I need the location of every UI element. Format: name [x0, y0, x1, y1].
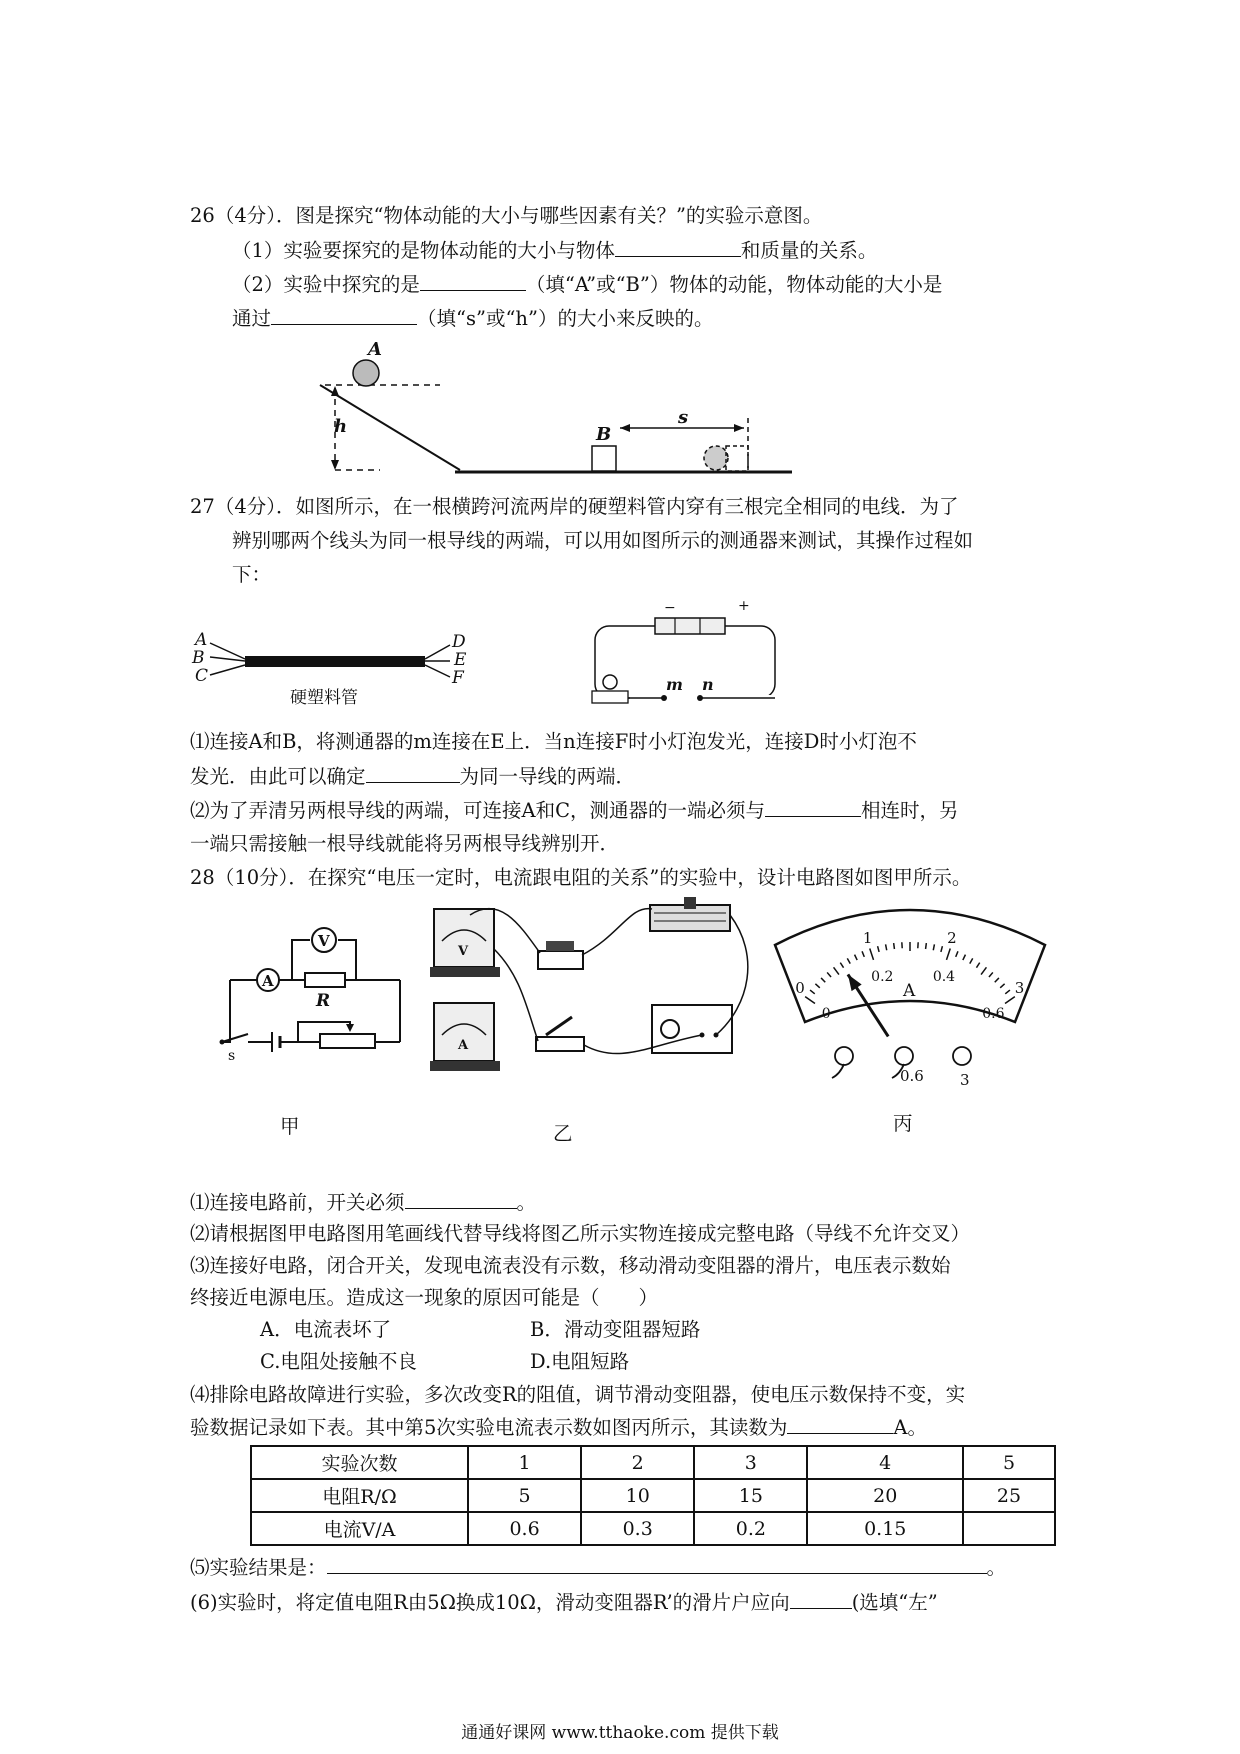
q28-stem: 28（10分）．在探究“电压一定时，电流跟电阻的关系”的实验中，设计电路图如图甲所示。 — [190, 866, 972, 889]
end-c: C — [195, 666, 209, 686]
q28-option-d[interactable]: D.电阻短路 — [530, 1350, 630, 1373]
block-b — [592, 446, 616, 471]
voltmeter-label: V — [318, 932, 330, 950]
left-wires — [210, 643, 245, 675]
dial-lower-tick-label: 0.6 — [982, 1005, 1005, 1022]
resistor-device — [538, 941, 583, 969]
terminal-wire — [832, 1064, 844, 1078]
arrow-head — [331, 460, 339, 470]
dial-unit: A — [903, 981, 916, 1001]
tester-loop — [595, 626, 775, 698]
q27-blank-1[interactable] — [366, 762, 460, 783]
q27-stem-3: 下： — [232, 563, 272, 586]
terminal-0-6[interactable] — [895, 1047, 913, 1065]
pipe-label: 硬塑料管 — [290, 688, 358, 708]
q26-figure — [320, 340, 920, 470]
q26-part3: 通过 （填“s”或“h”）的大小来反映的。 — [232, 304, 713, 333]
table-cell: 5 — [963, 1446, 1055, 1479]
q28-blank-result[interactable] — [327, 1553, 987, 1574]
table-cell[interactable] — [963, 1512, 1055, 1545]
fig-label-bing: 丙 — [893, 1112, 913, 1135]
probe-n[interactable] — [697, 695, 703, 701]
table-cell: 20 — [807, 1479, 963, 1512]
dial-upper-tick-label: 2 — [947, 928, 957, 947]
terminal-3-label: 3 — [960, 1071, 970, 1089]
resistor-symbol — [305, 973, 345, 987]
dial-upper-tick-label: 0 — [795, 979, 805, 998]
arrow-head — [620, 424, 630, 432]
q27-stem-1: 27（4分）．如图所示，在一根横跨河流两岸的硬塑料管内穿有三根完全相同的电线．为了 — [190, 495, 959, 518]
table-row-header: 电阻R/Ω — [251, 1479, 468, 1512]
q26-blank-2[interactable] — [420, 270, 526, 291]
q27-step2-b: 一端只需接触一根导线就能将另两根导线辨别开． — [190, 832, 620, 855]
footer: 通通好课网 www.tthaoke.com 提供下载 — [461, 1723, 779, 1743]
end-b: B — [192, 648, 205, 668]
block-final — [726, 446, 748, 471]
ball-a — [353, 360, 379, 386]
dial-upper-tick-label: 1 — [862, 928, 873, 947]
ammeter-device-label: A — [458, 1038, 469, 1053]
q26-blank-1[interactable] — [615, 236, 741, 257]
q26-part1: （1）实验要探究的是物体动能的大小与物体 和质量的关系。 — [232, 236, 877, 265]
slider-arrow — [346, 1024, 354, 1032]
table-cell: 0.3 — [581, 1512, 694, 1545]
dial-lower-tick-label: 0 — [821, 1005, 831, 1022]
probe-m[interactable] — [661, 695, 667, 701]
table-row — [251, 1446, 1055, 1479]
label-m: m — [666, 675, 683, 694]
battery — [655, 618, 725, 634]
fig-label-jia: 甲 — [280, 1115, 300, 1138]
q26-stem: 26（4分）．图是探究“物体动能的大小与哪些因素有关？”的实验示意图。 — [190, 204, 823, 227]
dial-lower-tick-label: 0.2 — [871, 968, 894, 985]
data-table — [250, 1445, 1056, 1546]
ammeter-device — [430, 1003, 500, 1071]
table-cell: 5 — [468, 1479, 581, 1512]
q27-step1-b: 发光．由此可以确定 为同一导线的两端． — [190, 762, 635, 791]
table-cell: 0.2 — [694, 1512, 807, 1545]
rheostat-symbol — [320, 1034, 375, 1048]
table-cell: 0.15 — [807, 1512, 963, 1545]
table-cell: 0.6 — [468, 1512, 581, 1545]
q28-option-b[interactable]: B．滑动变阻器短路 — [530, 1318, 701, 1341]
table-cell: 10 — [581, 1479, 694, 1512]
table-cell: 1 — [468, 1446, 581, 1479]
circuit-diagram-jia — [200, 910, 420, 1070]
q28-item5: ⑸实验结果是： 。 — [190, 1553, 1006, 1582]
table-row-header: 实验次数 — [251, 1446, 468, 1479]
label-a: A — [368, 339, 382, 360]
power-supply — [652, 1005, 732, 1053]
table-row-header: 电流V/A — [251, 1512, 468, 1545]
q28-blank-reading[interactable] — [787, 1413, 893, 1434]
ammeter-dial-bing — [765, 900, 1055, 1050]
fig-label-yi: 乙 — [553, 1122, 573, 1145]
dial-lower-tick-label: 0.4 — [932, 968, 956, 985]
q27-tester-figure — [590, 598, 790, 708]
q28-blank-1[interactable] — [405, 1188, 517, 1209]
end-e: E — [454, 650, 467, 670]
right-wires — [425, 645, 450, 677]
q28-option-c[interactable]: C.电阻处接触不良 — [260, 1350, 417, 1373]
voltmeter-device-label: V — [458, 944, 469, 959]
dial-tick — [894, 943, 895, 949]
voltmeter-device — [430, 909, 500, 977]
q28-item3-a: ⑶连接好电路，闭合开关，发现电流表没有示数，移动滑动变阻器的滑片，电压表示数始 — [190, 1254, 951, 1277]
terminal-minus[interactable] — [835, 1047, 853, 1065]
dial-upper-tick-label: 3 — [1014, 979, 1025, 998]
bulb-icon — [603, 675, 617, 689]
resistor-label: R — [316, 991, 331, 1011]
rheostat-device — [650, 897, 730, 931]
q28-item4-b: 验数据记录如下表。其中第5次实验电流表示数如图丙所示，其读数为 A。 — [190, 1413, 927, 1442]
terminal-3[interactable] — [953, 1047, 971, 1065]
label-b: B — [596, 424, 612, 445]
ball-final — [704, 446, 728, 470]
end-f: F — [452, 668, 464, 688]
arrow-head — [331, 386, 339, 396]
q27-pipe-figure — [190, 625, 480, 715]
label-s: s — [678, 407, 689, 428]
switch-label: s — [228, 1048, 236, 1064]
table-cell: 2 — [581, 1446, 694, 1479]
physical-circuit-yi — [430, 895, 760, 1075]
table-cell: 3 — [694, 1446, 807, 1479]
q28-item6: (6)实验时，将定值电阻R由5Ω换成10Ω，滑动变阻器R’的滑片户应向 (选填“左” — [190, 1588, 938, 1617]
q26-blank-3[interactable] — [271, 304, 417, 325]
dial-tick — [926, 943, 927, 949]
q28-item1: ⑴连接电路前，开关必须 。 — [190, 1188, 536, 1217]
table-cell: 25 — [963, 1479, 1055, 1512]
bulb-base — [592, 691, 628, 703]
table-row — [251, 1512, 1055, 1545]
q27-step1-a: ⑴连接A和B，将测通器的m连接在E上．当n连接F时小灯泡发光，连接D时小灯泡不 — [190, 730, 917, 753]
ammeter-terminals — [820, 1042, 1000, 1087]
minus-sign: − — [664, 600, 676, 616]
switch-device[interactable] — [536, 1017, 584, 1051]
q28-blank-direction[interactable] — [790, 1588, 852, 1609]
q27-stem-2: 辨别哪两个线头为同一根导线的两端，可以用如图所示的测通器来测试，其操作过程如 — [232, 529, 974, 552]
label-h: h — [334, 416, 348, 437]
arrow-head — [734, 424, 744, 432]
table-cell: 4 — [807, 1446, 963, 1479]
plus-sign: + — [738, 598, 750, 614]
wire-gap — [630, 695, 780, 703]
label-n: n — [702, 675, 714, 694]
ammeter-label: A — [262, 972, 274, 990]
q26-part2: （2）实验中探究的是 （填“A”或“B”）物体的动能，物体动能的大小是 — [232, 270, 942, 299]
q28-item3-b: 终接近电源电压。造成这一现象的原因可能是（ ） — [190, 1286, 659, 1309]
wire — [220, 980, 230, 1042]
q28-item4-a: ⑷排除电路故障进行实验，多次改变R的阻值，调节滑动变阻器，使电压示数保持不变，实 — [190, 1383, 966, 1406]
q28-option-a[interactable]: A．电流表坏了 — [260, 1318, 392, 1341]
terminal-0-6-label: 0.6 — [900, 1067, 924, 1085]
end-a: A — [195, 630, 208, 650]
q27-step2-a: ⑵为了弄清另两根导线的两端，可连接A和C，测通器的一端必须与 相连时，另 — [190, 796, 959, 825]
switch-symbol — [222, 1034, 248, 1042]
end-d: D — [452, 632, 466, 652]
pipe — [245, 656, 425, 667]
q28-item2: ⑵请根据图甲电路图用笔画线代替导线将图乙所示实物连接成完整电路（导线不允许交叉） — [190, 1222, 971, 1245]
table-row — [251, 1479, 1055, 1512]
q27-blank-2[interactable] — [765, 796, 861, 817]
table-cell: 15 — [694, 1479, 807, 1512]
